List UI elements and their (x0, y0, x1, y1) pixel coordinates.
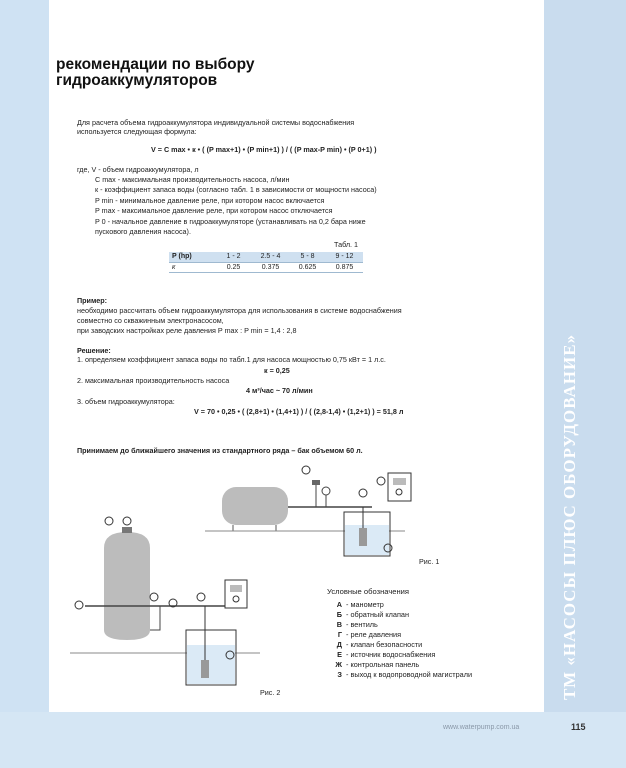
pump-icon (359, 528, 367, 546)
example-line-1: необходимо рассчитать объем гидроаккумулятора для использования в системе водоснабжения (77, 306, 402, 315)
def-pmin: P min - минимальное давление реле, при котором насос включается (95, 196, 325, 205)
table-cell: 9 - 12 (326, 252, 363, 262)
legend-text: манометр (350, 600, 384, 609)
legend-key: В (336, 620, 342, 629)
conclusion: Принимаем до ближайшего значения из стандартного ряда – бак объемом 60 л. (77, 446, 363, 455)
example-title: Пример: (77, 296, 108, 305)
legend-key: Ж (335, 660, 342, 669)
side-brand-text: ТМ «НАСОСЫ ПЛЮС ОБОРУДОВАНИЕ» (560, 333, 579, 700)
table-cell: 0.875 (326, 262, 363, 272)
legend-key: Д (336, 640, 342, 649)
solution-title: Решение: (77, 346, 111, 355)
vertical-tank (104, 532, 150, 640)
legend-item: Г - реле давления (327, 630, 401, 640)
def-k: к - коэффициент запаса воды (согласно табл. 1 в зависимости от мощности насоса) (95, 185, 377, 194)
formula: V = C max • к • ( (P max+1) • (P min+1) ) / ( (P max-P min) • (P 0+1) ) (151, 145, 377, 154)
horizontal-tank (222, 487, 288, 525)
legend-text: реле давления (350, 630, 402, 639)
legend-text: вентиль (350, 620, 378, 629)
table-cell: 0.375 (252, 262, 289, 272)
figure-1 (205, 466, 411, 556)
figure-2 (70, 517, 260, 685)
solution-k: к = 0,25 (264, 366, 290, 375)
intro-line-1: Для расчета объема гидроаккумулятора индивидуальной системы водоснабжения (77, 118, 355, 127)
def-p0-line-2: пускового давления насоса). (95, 227, 191, 236)
intro-line-2: используется следующая формула: (77, 127, 197, 136)
example-line-3: при заводских настройках реле давления P max : P min = 1,4 : 2,8 (77, 326, 297, 335)
legend-title: Условные обозначения (327, 587, 410, 596)
solution-line-3: 3. объем гидроаккумулятора: (77, 397, 175, 406)
table-caption: Табл. 1 (334, 240, 359, 249)
table-cell: P (hp) (169, 252, 215, 262)
table-cell: 1 - 2 (215, 252, 252, 262)
legend-text: клапан безопасности (350, 640, 423, 649)
gauge-icon (322, 487, 330, 495)
pump-icon (201, 660, 209, 678)
legend-key: Е (337, 650, 342, 659)
table-cell: 0.625 (289, 262, 326, 272)
solution-line-1: 1. определяем коэффициент запаса воды по табл.1 для насоса мощностью 0,75 кВт = 1 л.с. (77, 355, 386, 364)
legend-text: выход к водопроводной магистрали (350, 670, 473, 679)
table-cell: к (169, 262, 215, 272)
legend-item: Д - клапан безопасности (327, 640, 422, 650)
def-cmax: C max - максимальная производительность насоса, л/мин (95, 175, 290, 184)
def-pmax: P max - максимальное давление реле, при котором насос отключается (95, 206, 333, 215)
footer-url[interactable]: www.waterpump.com.ua (443, 724, 520, 731)
figure-2-label: Рис. 2 (260, 688, 281, 697)
legend-key: Г (337, 630, 342, 639)
legend-item: Ж - контрольная панель (327, 660, 419, 670)
legend-text: источник водоснабжения (350, 650, 436, 659)
legend-item: В - вентиль (327, 620, 378, 630)
def-p0-line-1: P 0 - начальное давление в гидроаккумуляторе (устанавливать на 0,2 бара ниже (95, 217, 366, 226)
legend-text: обратный клапан (350, 610, 410, 619)
table-cell: 0.25 (215, 262, 252, 272)
table-cell: 2.5 - 4 (252, 252, 289, 262)
title-line-1: рекомендации по выбору (56, 56, 255, 73)
page-number: 115 (571, 722, 586, 732)
solution-line-2: 2. максимальная производительность насоса (77, 376, 230, 385)
legend-key: З (337, 670, 342, 679)
title-line-2: гидроаккумуляторов (56, 72, 218, 89)
solution-result: V = 70 • 0,25 • ( (2,8+1) • (1,4+1) ) / ( (2,8-1,4) • (1,2+1) ) = 51,8 л (194, 407, 404, 416)
example-line-2: совместно со скважинным электронасосом, (77, 316, 224, 325)
legend-item: А - манометр (327, 600, 384, 610)
figure-1-label: Рис. 1 (419, 557, 440, 566)
legend-item: З - выход к водопроводной магистрали (327, 670, 472, 680)
legend-item: Б - обратный клапан (327, 610, 409, 620)
control-panel-icon (388, 473, 411, 501)
table-cell: 5 - 8 (289, 252, 326, 262)
control-panel-icon (225, 580, 247, 608)
pressure-switch-icon (312, 480, 320, 485)
legend-key: Б (336, 610, 342, 619)
legend-key: А (336, 600, 342, 609)
solution-flow: 4 м³/час ~ 70 л/мин (246, 386, 313, 395)
legend-text: контрольная панель (350, 660, 420, 669)
legend-item: Е - источник водоснабжения (327, 650, 435, 660)
where-label: где, V - объем гидроаккумулятора, л (77, 165, 199, 174)
